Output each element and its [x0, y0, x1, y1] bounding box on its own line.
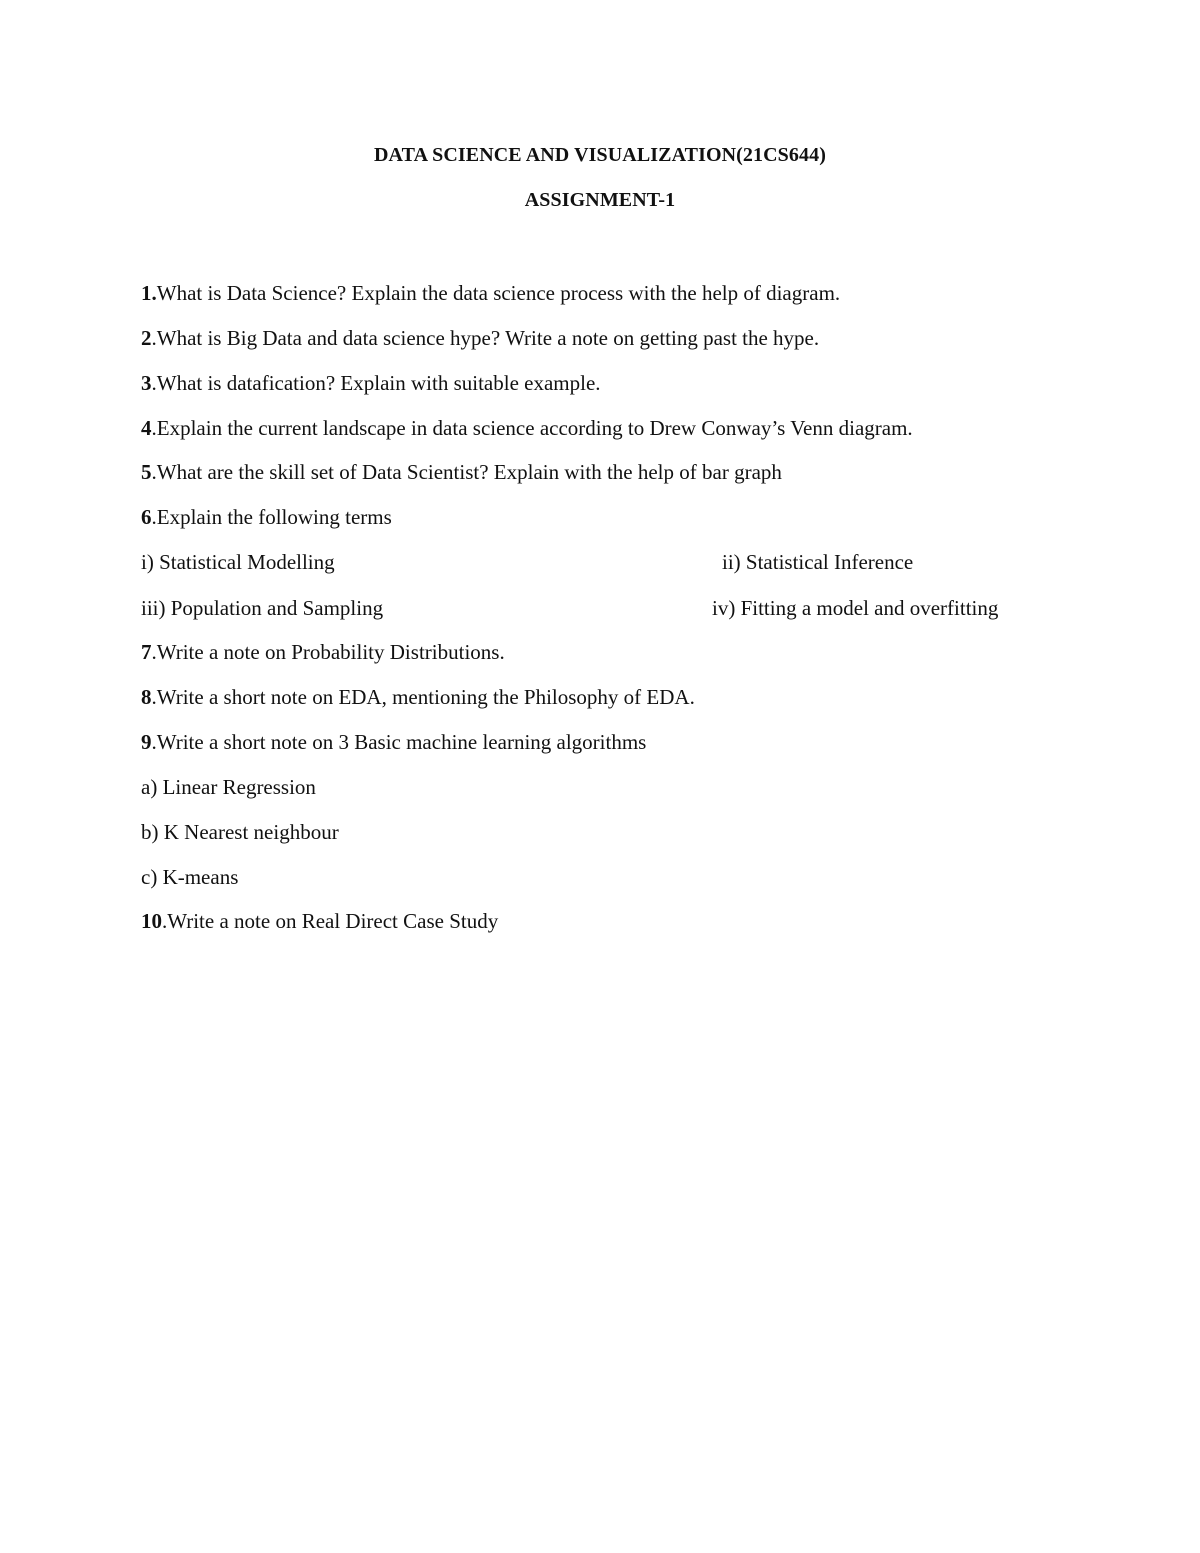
question-number: 9 [141, 730, 152, 754]
question-number: 2 [141, 326, 152, 350]
question-number: 6 [141, 505, 152, 529]
question-text: .What is datafication? Explain with suitable example. [151, 371, 601, 395]
question-5 [141, 459, 782, 485]
algorithm-c: c) K-means [141, 865, 239, 889]
question-number: 4 [141, 416, 152, 440]
question-number: 1. [141, 281, 157, 305]
document-title: DATA SCIENCE AND VISUALIZATION(21CS644) [374, 144, 826, 166]
question-2 [141, 325, 819, 351]
question-text: .Explain the following terms [151, 505, 392, 529]
question-number: 10 [141, 909, 162, 933]
assignment-heading: ASSIGNMENT-1 [524, 189, 676, 211]
question-text: .What are the skill set of Data Scientist? Explain with the help of bar graph [151, 460, 782, 484]
question-10 [141, 908, 498, 934]
question-6 [141, 504, 392, 530]
question-number: 5 [141, 460, 152, 484]
question-7 [141, 639, 505, 665]
question-text: .Write a short note on 3 Basic machine learning algorithms [151, 730, 647, 754]
question-number: 8 [141, 685, 152, 709]
question-8 [141, 684, 695, 710]
question-number: 7 [141, 640, 152, 664]
question-text: .Write a note on Probability Distributions. [151, 640, 505, 664]
question-text: .Explain the current landscape in data science according to Drew Conway’s Venn diagram. [151, 416, 913, 440]
algorithm-b: b) K Nearest neighbour [141, 820, 339, 844]
term-i: i) Statistical Modelling [141, 550, 335, 574]
question-text: What is Data Science? Explain the data science process with the help of diagram. [156, 281, 841, 305]
term-iv: iv) Fitting a model and overfitting [712, 596, 999, 620]
question-1 [141, 280, 840, 306]
term-iii: iii) Population and Sampling [141, 596, 384, 620]
question-4 [141, 415, 913, 441]
question-9 [141, 729, 646, 755]
term-ii: ii) Statistical Inference [722, 550, 914, 574]
question-text: .Write a short note on EDA, mentioning the Philosophy of EDA. [151, 685, 695, 709]
question-3 [141, 370, 601, 396]
question-number: 3 [141, 371, 152, 395]
question-text: .What is Big Data and data science hype? Write a note on getting past the hype. [151, 326, 820, 350]
algorithm-a: a) Linear Regression [141, 775, 316, 799]
question-text: .Write a note on Real Direct Case Study [162, 909, 499, 933]
